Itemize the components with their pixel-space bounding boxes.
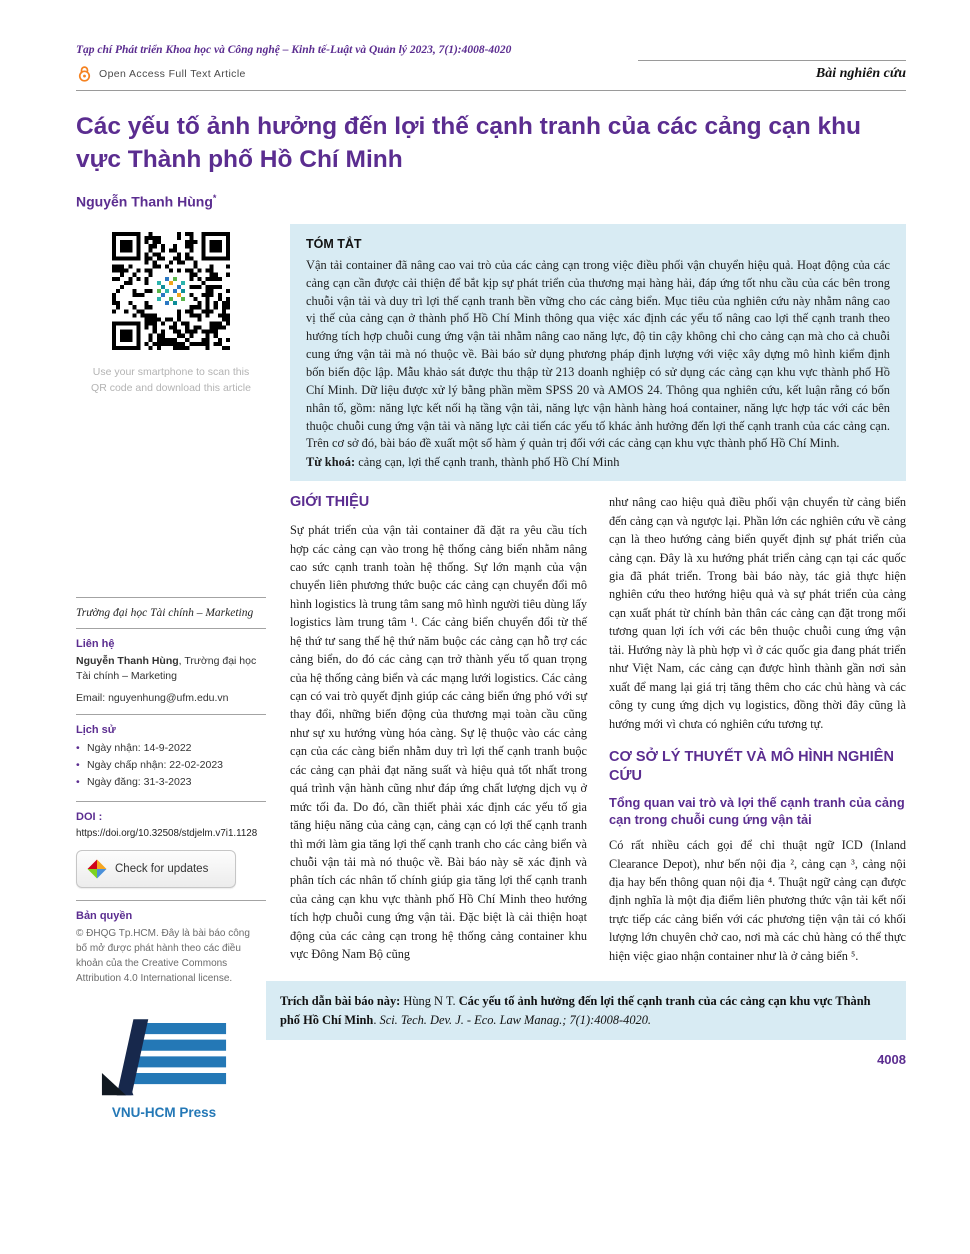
crossmark-icon <box>87 859 107 879</box>
history-item-accepted: • Ngày chấp nhận: 22-02-2023 <box>76 757 266 774</box>
citation-journal: Sci. Tech. Dev. J. - Eco. Law Manag.; <box>379 1012 570 1027</box>
contact-email[interactable]: Email: nguyenhung@ufm.edu.vn <box>76 691 229 704</box>
qr-code <box>112 232 230 350</box>
theory-subheading: Tổng quan vai trò và lợi thế cạnh tranh của cảng cạn trong chuỗi cung ứng vận tải <box>609 794 905 827</box>
intro-heading: GIỚI THIỆU <box>290 494 370 511</box>
check-for-updates-button[interactable] <box>76 850 236 888</box>
author-affiliation: Trường đại học Tài chính – Marketing <box>76 607 254 620</box>
doi-section-label: DOI : <box>76 810 103 823</box>
sidebar-divider <box>76 900 266 901</box>
qr-caption: Use your smartphone to scan this QR code and download this article <box>91 365 251 395</box>
copyright-section-label: Bản quyền <box>76 910 133 923</box>
citation-pages: 7(1):4008-4020. <box>569 1012 652 1027</box>
intro-paragraph-col1: Sự phát triển của vận tải container đã đặt ra yêu cầu tích hợp các cảng cạn vào trong hệ thống cảng biển nhằm nâng cao sức cạnh tranh toàn hệ thống. Sự lớn mạnh của vận chuyển liên phương thức buộc các cảng cạn chuyển đổi mô hình logistics là trung tâm sang mô hình người tiêu dùng lấy logistics làm trung tâm ¹. Các cảng biển chuyển đổi từ thế hệ thứ tư sang thế hệ thứ năm buộc các cảng cạn hỗ trợ các cảng biển, do đó các cảng cạn trở thành yếu tố quan trọng của hệ thống cảng biển và các mạng lưới logistics. Các cảng cạn có vai trò quyết định giúp các cảng biển ứng phó với sự thay đổi, những biến động của thương mại toàn cầu cũng như sự xu hướng vùng hóa càng. Sự lệ thuộc vào các cảng cạn của các càng biển nhằm duy trì lợi thế cạnh tranh buộc các cảng cạn phải đạt năng suất và hiệu quả tốt nhất trong quá trình vận hành cũng như đáp ứng chất lượng dịch vụ ở mức tối đa. Do đó, cần thiết phải xác định các yếu tố gia tăng hiệu năng của cảng cạn, cảng cạn có lợi thế cạnh tranh thì mới làm gia tăng lợi thế cạnh tranh cho các cảng biển và chuỗi vận tải mà nó thuộc về. Bài báo này sẽ xác định và phân tích các nhân tố chính giúp gia tăng lợi thế cạnh tranh của cảng cạn khu vực thành phố Hồ Chí Minh theo hướng tích hợp chuỗi cung ứng vận tải. Đặc biệt là cải thiện hoạt động của các cảng cạn trong hệ thống cảng container khu vực Đông Nam Bộ cũng <box>290 523 587 962</box>
abstract-heading: TÓM TẮT <box>306 236 362 251</box>
open-access-row <box>76 65 511 82</box>
sidebar-divider <box>76 714 266 715</box>
theory-paragraph: Có rất nhiều cách gọi để chỉ thuật ngữ ICD (Inland Clearance Depot), như bến nội địa ², cảng cạn ³, cảng nội địa hay bến thông quan nội địa ⁴. Thuật ngữ cảng cạn được định nghĩa là một địa điểm liên phương thức vận tải kết nối trực tiếp các cảng biển với các phương tiện vận tải có khối lượng lớn chuyên chở cao, nơi mà các chủ hàng có thể thực hiện việc giao nhận container như là ở cảng biển ⁵. <box>609 838 906 963</box>
citation-title: Các yếu tố ảnh hưởng đến lợi thế cạnh tranh của các cảng cạn khu vực Thành phố Hồ Chí Minh <box>280 994 871 1027</box>
history-list <box>76 740 266 792</box>
contact-section-label: Liên hệ <box>76 638 115 651</box>
keywords-label: Từ khoá: <box>306 455 356 470</box>
check-for-updates-label: Check for updates <box>115 863 209 876</box>
citation-box <box>266 981 906 1040</box>
article-title: Các yếu tố ảnh hưởng đến lợi thế cạnh tranh của các cảng cạn khu vực Thành phố Hồ Chí Minh <box>76 113 862 173</box>
sidebar-divider <box>76 628 266 629</box>
sidebar <box>76 493 266 1120</box>
abstract-body: Vận tải container đã nâng cao vai trò của các cảng cạn trong việc điều phối vận chuyển hiệu quả. Hoạt động của các cảng cạn cần được cải thiện để bắt kịp sự phát triển của thương mại hàng hải, đáp ứng tốt nhu cầu của các bên trong chuỗi vận tải và duy trì lợi thế cạnh tranh bền vững cho các cảng biển. Mục tiêu của nghiên cứu này nhằm nâng cao vị thế của cảng cạn ở thành phố Hồ Chí Minh thông qua việc xác định các yếu tố nâng cao lợi thế cạnh tranh theo hướng tích hợp chuỗi cung ứng vận tải nhằm nâng cao năng lực, độ tin cậy không chỉ cho cảng cạn mà cho cả chuỗi cung ứng vận tải mà nó thuộc về. Bài báo sử dụng phương pháp định lượng với việc xây dựng mô hình kiểm định bốn biến độc lập. Mẫu khảo sát được thu thập từ 213 doanh nghiệp có sử dụng các cảng cạn khu vực thành phố Hồ Chí Minh. Dữ liệu được xử lý bằng phần mềm SPSS 20 và AMOS 24. Thông qua nghiên cứu, kết luận rằng có bốn nhân tố, gồm: năng lực kết nối hạ tầng vận tải, năng lực vận hành hàng hoá container, năng lực hợp tác với các bên thuộc chuỗi cung ứng vận tải và năng lực cải tiến các yếu tố khác ảnh hưởng đến lợi thế cạnh tranh của các cảng cạn. Trên cơ sở đó, bài báo đề xuất một số hàm ý quản trị đối với các cảng cạn khu vực thành phố Hồ Chí Minh. <box>306 257 890 451</box>
column-left <box>290 493 587 965</box>
sidebar-divider <box>76 801 266 802</box>
history-item-published: • Ngày đăng: 31-3-2023 <box>76 774 266 791</box>
press-block <box>76 1010 252 1120</box>
citation-label: Trích dẫn bài báo này: <box>280 994 404 1009</box>
copyright-text: © ĐHQG Tp.HCM. Đây là bài báo công bố mở được phát hành theo các điều khoản của the Creative Commons Attribution 4.0 International license. <box>76 928 250 985</box>
article-type-label: Bài nghiên cứu <box>638 60 906 82</box>
author-line <box>76 193 906 210</box>
main-content-row <box>76 493 906 1120</box>
open-access-label: Open Access Full Text Article <box>99 67 246 80</box>
theory-heading: CƠ SỞ LÝ THUYẾT VÀ MÔ HÌNH NGHIÊN CỨU <box>609 748 894 784</box>
contact-block <box>76 654 266 684</box>
sidebar-spacer <box>76 493 266 597</box>
doi-link[interactable]: https://doi.org/10.32508/stdjelm.v7i1.1128 <box>76 827 258 839</box>
open-access-lock-icon <box>76 65 93 82</box>
keywords-list: cảng cạn, lợi thế cạnh tranh, thành phố Hồ Chí Minh <box>355 455 620 470</box>
press-name: VNU-HCM Press <box>111 1105 217 1121</box>
page-header <box>76 44 906 91</box>
citation-authors: Hùng N T. <box>403 994 459 1009</box>
text-columns <box>290 493 906 965</box>
column-right <box>609 493 906 965</box>
intro-paragraph-col2: như nâng cao hiệu quả điều phối vận chuyển từ cảng biển đến cảng cạn và ngược lại. Phần lớn các nghiên cứu về cảng cạn là theo hướng cảng biển quyết định sự phát triển của cảng cạn. Đây là xu hướng phát triển cảng cạn tại các quốc gia đã phát triển. Trong bài báo này, tác giả thực hiện nghiên cứu theo hướng hiệu quả và sự phát triển của cảng cạn xuất phát từ chính bản thân các cảng cạn đặt trong mối tương quan lợi ích với các bên thuộc chuỗi cung ứng vận tải. Hướng này là phù hợp vì ở các quốc gia đang phát triển như Việt Nam, các cảng cạn được hình thành gần nơi sản xuất để mang lại giá trị tăng thêm cho các chủ hàng và các công ty cung ứng dịch vụ logistics, đồng thời đây cũng là hướng mới vì chưa có nghiên cứu tương tự. <box>609 495 906 731</box>
author-asterisk: * <box>212 193 217 204</box>
vnu-hcm-press-logo <box>94 1010 234 1098</box>
abstract-row <box>76 224 906 481</box>
history-item-received: • Ngày nhận: 14-9-2022 <box>76 740 266 757</box>
author-name: Nguyễn Thanh Hùng <box>76 193 213 210</box>
article-body <box>266 493 906 1120</box>
header-left <box>76 44 511 82</box>
abstract-box <box>290 224 906 481</box>
journal-citation-line: Tạp chí Phát triển Khoa học và Công nghệ – Kinh tế-Luật và Quản lý 2023, 7(1):4008-4020 <box>76 44 512 56</box>
contact-name: Nguyễn Thanh Hùng <box>76 655 179 668</box>
page-number: 4008 <box>877 1052 906 1068</box>
qr-block <box>76 224 266 481</box>
citation-separator: . <box>373 1012 380 1027</box>
history-section-label: Lịch sử <box>76 723 116 736</box>
contact-affiliation: , Trường đại học Tài chính – Marketing <box>76 655 257 683</box>
abstract-keywords <box>306 455 890 470</box>
